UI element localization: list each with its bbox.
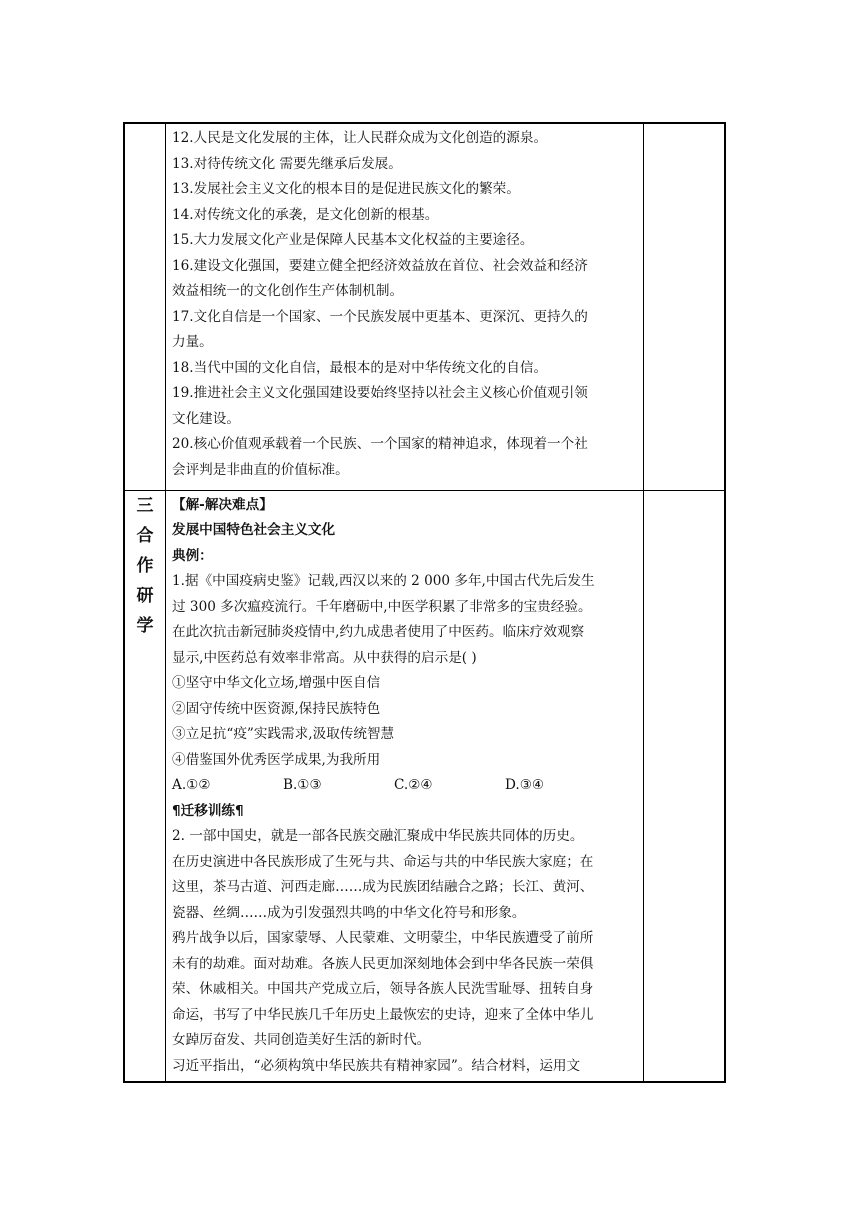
- cooperative-study-content: [166, 491, 643, 1082]
- material-line: 瓷器、丝绸……成为引发强烈共鸣的中华文化符号和形象。: [172, 904, 526, 921]
- option-c: C.②④: [394, 777, 433, 793]
- answer-options: [172, 773, 639, 799]
- side-label-char: 作: [136, 555, 154, 576]
- question-2: [172, 824, 639, 1079]
- material-line: 未有的劫难。面对劫难。各族人民更加深刻地体会到中华各民族一荣俱: [172, 955, 594, 972]
- material-line: 2. 一部中国史，就是一部各民族交融汇聚成中华民族共同体的历史。: [172, 828, 584, 844]
- question-line: 显示,中医药总有效率非常高。从中获得的启示是( ): [172, 649, 477, 666]
- side-label-char: 三: [136, 495, 154, 516]
- material-line: 习近平指出，“必须构筑中华民族共有精神家园”。结合材料，运用文: [172, 1057, 581, 1074]
- notes-cell: [644, 490, 726, 1082]
- transfer-training-label: ¶迁移训练¶: [172, 802, 244, 819]
- statement-line: 17.文化自信是一个国家、一个民族发展中更基本、更深沉、更持久的: [172, 308, 588, 325]
- study-table: [123, 122, 726, 1083]
- judgment-statements-cell: [166, 123, 644, 490]
- statement-line: 18.当代中国的文化自信，最根本的是对中华传统文化的自信。: [172, 359, 548, 376]
- material-line: 女踔厉奋发、共同创造美好生活的新时代。: [172, 1032, 431, 1048]
- topic-title: 发展中国特色社会主义文化: [172, 522, 336, 538]
- notes-cell: [644, 123, 726, 490]
- option-b: B.①③: [283, 777, 322, 793]
- side-label-char: 学: [136, 615, 154, 636]
- statement-line: 文化建设。: [172, 410, 240, 427]
- question-line: ③立足抗“疫”实践需求,汲取传统智慧: [172, 726, 395, 742]
- statement-line: 力量。: [172, 334, 213, 350]
- side-label-char: 合: [136, 525, 154, 546]
- statement-line: 15.大力发展文化产业是保障人民基本文化权益的主要途径。: [172, 232, 534, 248]
- material-line: 荣、休戚相关。中国共产党成立后，领导各族人民洗雪耻辱、扭转自身: [172, 981, 594, 997]
- option-a: A.①②: [172, 777, 211, 793]
- side-label-cell-empty: [124, 123, 166, 490]
- statement-line: 效益相统一的文化创作生产体制机制。: [172, 283, 404, 299]
- material-line: 这里，茶马古道、河西走廊……成为民族团结融合之路；长江、黄河、: [172, 879, 594, 895]
- statement-line: 20.核心价值观承载着一个民族、一个国家的精神追求，体现着一个社: [172, 436, 588, 452]
- judgment-statements: [166, 124, 643, 485]
- material-line: 鸦片战争以后，国家蒙辱、人民蒙难、文明蒙尘，中华民族遭受了前所: [172, 930, 594, 946]
- section-heading: 【解-解决难点】: [172, 496, 273, 513]
- statement-line: 12.人民是文化发展的主体，让人民群众成为文化创造的源泉。: [172, 130, 548, 146]
- statement-line: 13.发展社会主义文化的根本目的是促进民族文化的繁荣。: [172, 181, 520, 197]
- example-label: 典例：: [172, 547, 213, 564]
- question-line: ①坚守中华文化立场,增强中医自信: [172, 675, 381, 691]
- question-1: [172, 569, 639, 773]
- question-line: ④借鉴国外优秀医学成果,为我所用: [172, 751, 381, 768]
- side-label-cell: [124, 490, 166, 1082]
- statement-line: 会评判是非曲直的价值标准。: [172, 461, 349, 478]
- statement-line: 14.对传统文化的承袭，是文化创新的根基。: [172, 206, 439, 223]
- side-label-char: 研: [136, 585, 154, 606]
- question-line: 在此次抗击新冠肺炎疫情中,约九成患者使用了中医药。临床疗效观察: [172, 624, 585, 640]
- statement-line: 16.建设文化强国，要建立健全把经济效益放在首位、社会效益和经济: [172, 257, 588, 274]
- cooperative-study-cell: [166, 490, 644, 1082]
- option-d: D.③④: [505, 777, 545, 793]
- question-line: 1.据《中国疫病史鉴》记载,西汉以来的 2 000 多年,中国古代先后发生: [172, 573, 595, 589]
- question-line: ②固守传统中医资源,保持民族特色: [172, 700, 381, 717]
- table-row: [124, 490, 725, 1082]
- material-line: 命运，书写了中华民族几千年历史上最恢宏的史诗，迎来了全体中华儿: [172, 1006, 594, 1023]
- statement-line: 13.对待传统文化 需要先继承后发展。: [172, 155, 402, 172]
- statement-line: 19.推进社会主义文化强国建设要始终坚持以社会主义核心价值观引领: [172, 385, 588, 401]
- question-line: 过 300 多次瘟疫流行。千年磨砺中,中医学积累了非常多的宝贵经验。: [172, 598, 592, 615]
- material-line: 在历史演进中各民族形成了生死与共、命运与共的中华民族大家庭；在: [172, 853, 594, 870]
- side-label-sanhe-zuo-yanxue: [125, 491, 165, 651]
- table-row: [124, 123, 725, 490]
